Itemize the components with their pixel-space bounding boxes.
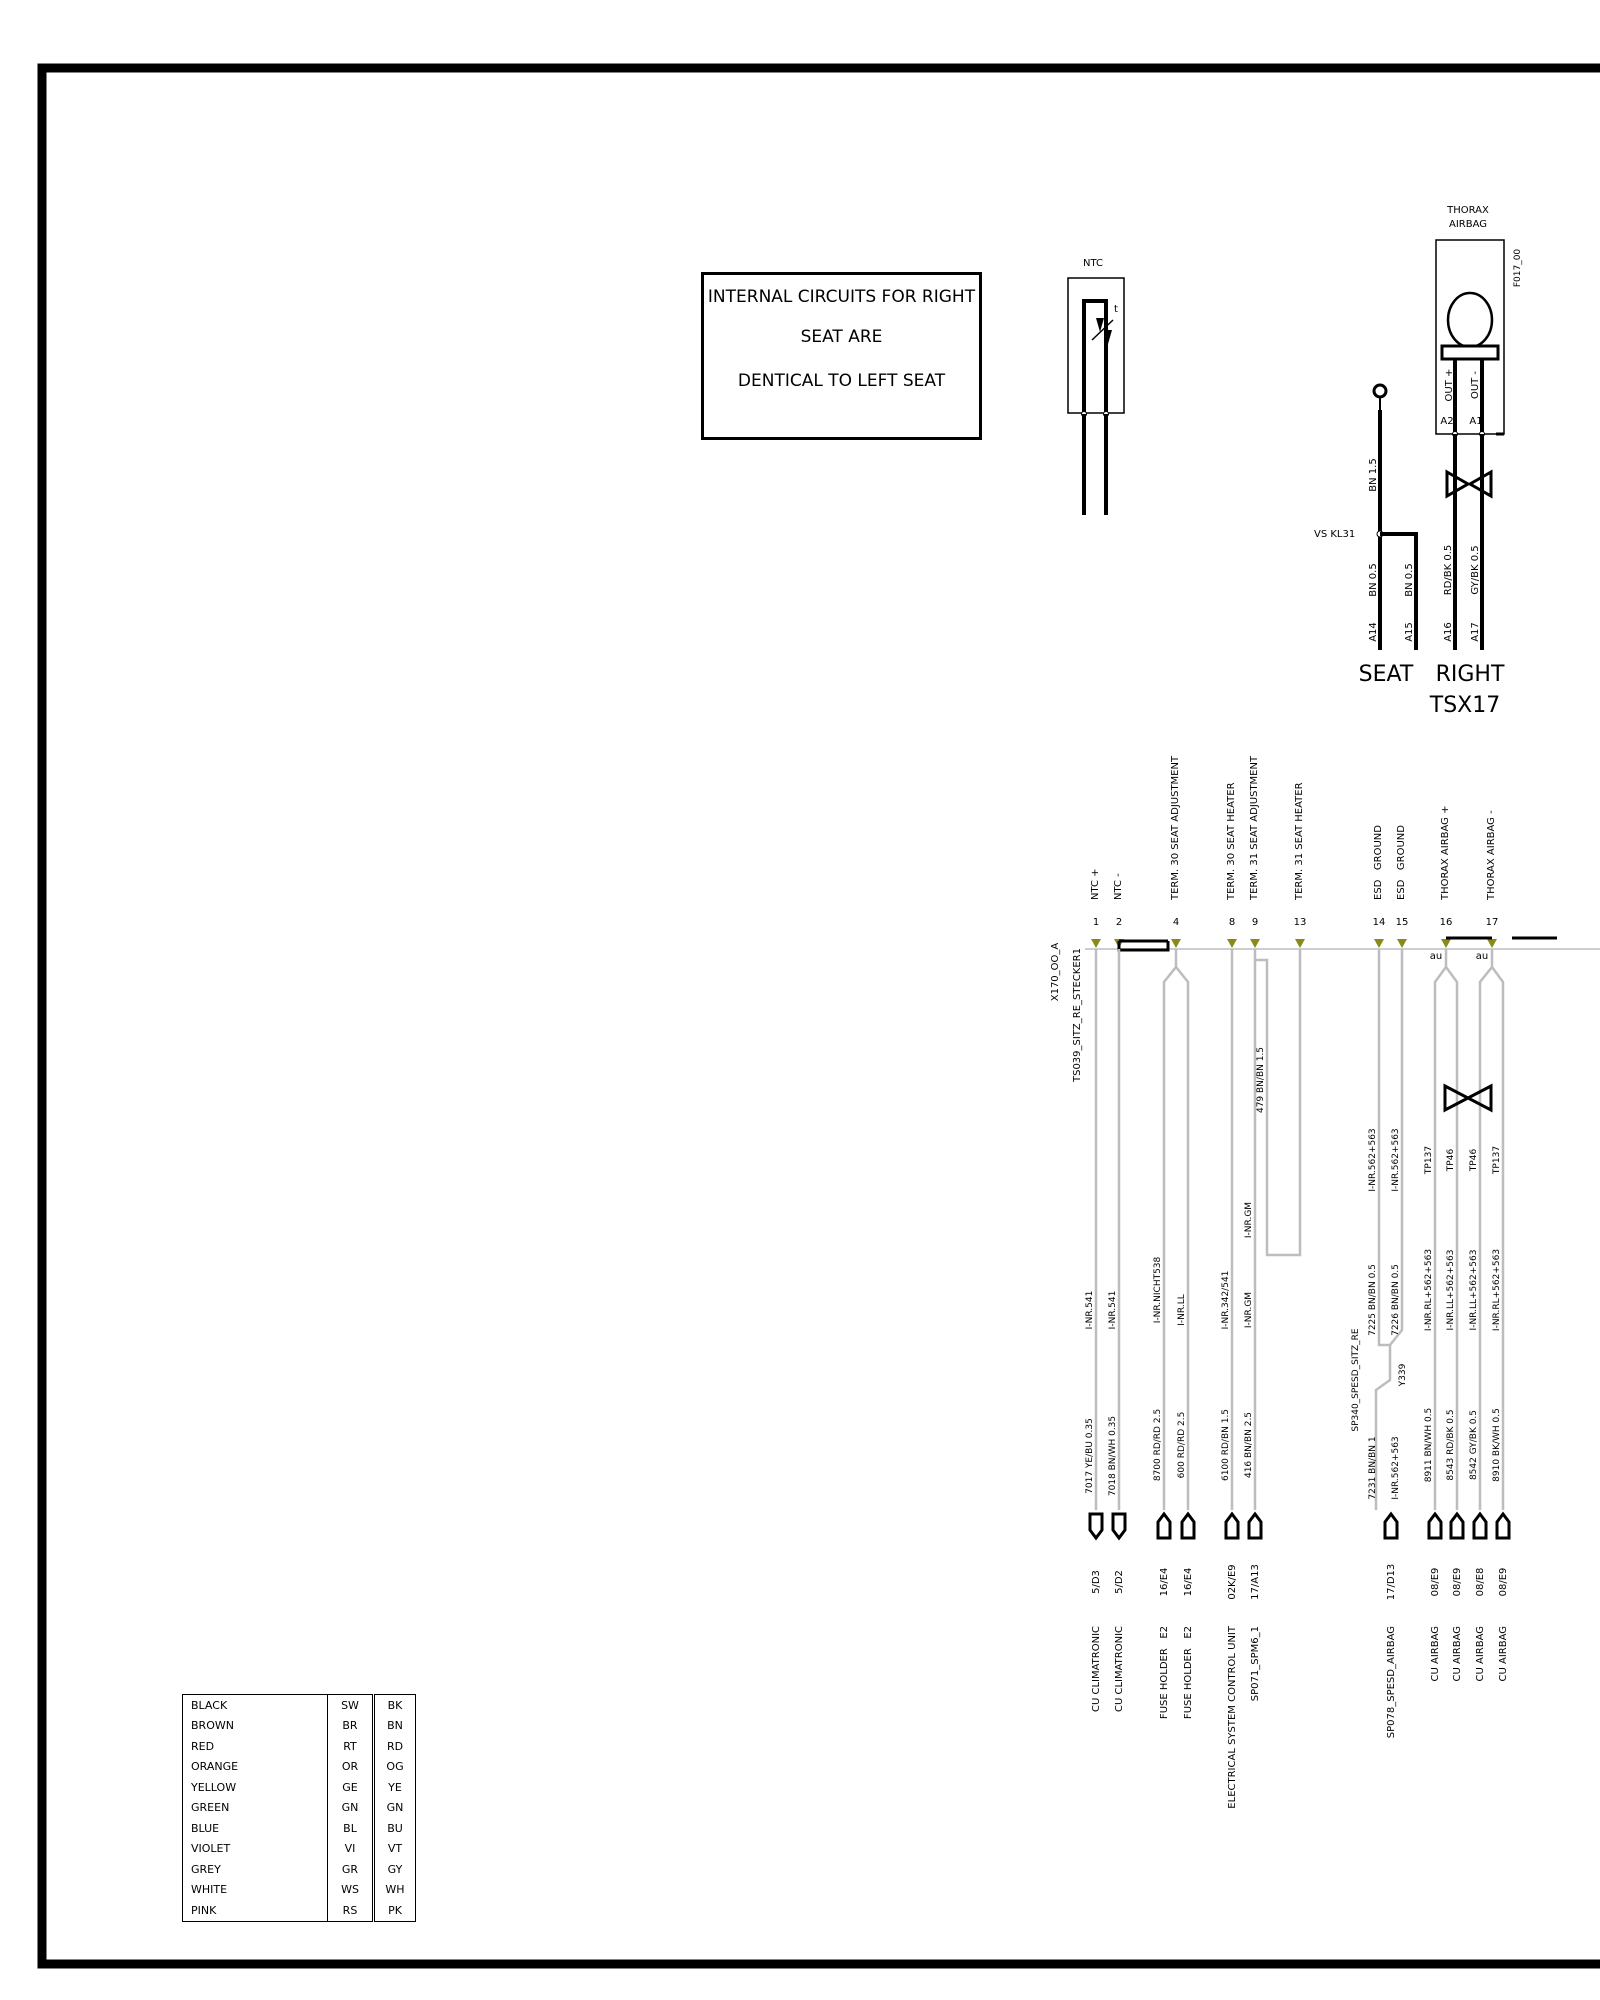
legend-code-de: GN [328,1798,374,1819]
svg-text:Y339: Y339 [1398,1363,1408,1387]
svg-text:ESD GROUND: ESD GROUND [1373,825,1384,900]
svg-text:I-NR.541: I-NR.541 [1108,1290,1118,1330]
svg-text:479 BN/BN 1.5: 479 BN/BN 1.5 [1256,1046,1266,1114]
svg-text:08/E9: 08/E9 [1452,1567,1463,1597]
seat-connector-tsx17 [1314,385,1505,718]
note-box [701,272,982,440]
svg-text:NTC -: NTC - [1113,873,1124,900]
seat-label: SEAT [1358,662,1414,687]
svg-text:I-NR.GM: I-NR.GM [1244,1201,1254,1239]
svg-text:2: 2 [1115,917,1123,928]
svg-text:BN 0.5: BN 0.5 [1404,563,1415,597]
svg-text:t: t [1114,304,1118,315]
legend-code-de: BR [328,1716,374,1737]
legend-color-name: GREY [183,1859,328,1880]
legend-code-en: PK [374,1900,416,1921]
svg-text:8700 RD/RD 2.5: 8700 RD/RD 2.5 [1153,1408,1163,1482]
legend-color-name: WHITE [183,1880,328,1901]
wire-labels-lower [1085,1408,1502,1500]
legend-code-en: GN [374,1798,416,1819]
legend-color-name: BLUE [183,1818,328,1839]
svg-text:8543 RD/BK 0.5: 8543 RD/BK 0.5 [1446,1409,1456,1481]
svg-text:CU CLIMATRONIC: CU CLIMATRONIC [1091,1626,1102,1713]
svg-text:17/A13: 17/A13 [1250,1564,1261,1600]
legend-code-de: RS [328,1900,374,1921]
svg-text:I-NR.LL+562+563: I-NR.LL+562+563 [1446,1249,1456,1331]
legend-row [183,1695,416,1716]
svg-text:8910 BK/WH 0.5: 8910 BK/WH 0.5 [1492,1408,1502,1482]
svg-text:08/E8: 08/E8 [1475,1567,1486,1597]
legend-code-de: BL [328,1818,374,1839]
ntc-sensor [1068,258,1124,515]
svg-text:CU AIRBAG: CU AIRBAG [1452,1626,1463,1682]
legend-row [183,1900,416,1921]
svg-text:7226 BN/BN 0.5: 7226 BN/BN 0.5 [1391,1264,1401,1336]
svg-text:VS KL31: VS KL31 [1314,529,1356,540]
svg-text:8: 8 [1228,917,1236,928]
legend-code-en: BU [374,1818,416,1839]
legend-code-de: VI [328,1839,374,1860]
legend-row [183,1859,416,1880]
legend-code-en: BK [374,1695,416,1716]
legend-color-name: VIOLET [183,1839,328,1860]
legend-row [183,1736,416,1757]
svg-text:CU AIRBAG: CU AIRBAG [1498,1626,1509,1682]
legend-color-name: BLACK [183,1695,328,1716]
connector-x170 [1050,755,1600,1083]
legend-row [183,1880,416,1901]
svg-text:BN 0.5: BN 0.5 [1368,563,1379,597]
svg-text:15: 15 [1395,917,1409,928]
legend-code-de: RT [328,1736,374,1757]
svg-text:TERM. 31 SEAT HEATER: TERM. 31 SEAT HEATER [1294,782,1305,900]
legend-code-de: WS [328,1880,374,1901]
svg-text:I-NR.NICHT538: I-NR.NICHT538 [1153,1256,1163,1324]
svg-text:I-NR.562+563: I-NR.562+563 [1368,1128,1378,1192]
svg-text:TERM. 30 SEAT ADJUSTMENT: TERM. 30 SEAT ADJUSTMENT [1170,755,1181,900]
svg-text:5/D2: 5/D2 [1114,1570,1125,1594]
legend-row [183,1716,416,1737]
svg-text:TS039_SITZ_RE_STECKER1: TS039_SITZ_RE_STECKER1 [1072,947,1083,1083]
svg-text:CU CLIMATRONIC: CU CLIMATRONIC [1114,1626,1125,1713]
svg-text:SP071_SPM6_1: SP071_SPM6_1 [1250,1626,1261,1702]
svg-text:CU AIRBAG: CU AIRBAG [1475,1626,1486,1682]
legend-row [183,1839,416,1860]
svg-text:I-NR.LL+562+563: I-NR.LL+562+563 [1469,1249,1479,1331]
legend-code-de: GE [328,1777,374,1798]
svg-text:A16: A16 [1443,622,1454,642]
svg-text:13: 13 [1293,917,1307,928]
svg-text:A14: A14 [1368,622,1379,642]
svg-text:6100 RD/BN 1.5: 6100 RD/BN 1.5 [1221,1408,1231,1482]
svg-text:14: 14 [1372,917,1386,928]
svg-text:7225 BN/BN 0.5: 7225 BN/BN 0.5 [1368,1264,1378,1336]
svg-text:au: au [1475,951,1489,962]
legend-code-de: SW [328,1695,374,1716]
svg-text:7018 BN/WH 0.35: 7018 BN/WH 0.35 [1108,1415,1118,1497]
wire-labels-upper [1244,1047,1502,1238]
legend-row [183,1757,416,1778]
svg-text:7231 BN/BN 1: 7231 BN/BN 1 [1368,1436,1378,1500]
svg-text:08/E9: 08/E9 [1498,1567,1509,1597]
svg-text:9: 9 [1251,917,1259,928]
svg-text:16/E4: 16/E4 [1159,1567,1170,1597]
tsx17-label: TSX17 [1429,693,1501,718]
legend-color-name: BROWN [183,1716,328,1737]
svg-text:au: au [1429,951,1443,962]
svg-text:ESD GROUND: ESD GROUND [1396,825,1407,900]
legend-row [183,1777,416,1798]
note-line-3: DENTICAL TO LEFT SEAT [737,371,946,391]
legend-color-name: YELLOW [183,1777,328,1798]
svg-text:4: 4 [1172,917,1180,928]
svg-text:X170_OO_A: X170_OO_A [1050,942,1061,1002]
legend-code-en: OG [374,1757,416,1778]
svg-text:BN 1.5: BN 1.5 [1368,458,1379,492]
svg-text:8911 BN/WH 0.5: 8911 BN/WH 0.5 [1424,1407,1434,1483]
svg-text:A17: A17 [1470,622,1481,642]
svg-text:1: 1 [1092,917,1100,928]
legend-code-en: GY [374,1859,416,1880]
right-label: RIGHT [1435,662,1505,687]
svg-text:NTC +: NTC + [1090,868,1101,900]
svg-text:7017 YE/BU 0.35: 7017 YE/BU 0.35 [1085,1418,1095,1494]
svg-text:SP078_SPESD_AIRBAG: SP078_SPESD_AIRBAG [1386,1626,1397,1739]
legend-color-name: PINK [183,1900,328,1921]
legend-code-en: WH [374,1880,416,1901]
svg-text:I-NR.RL+562+563: I-NR.RL+562+563 [1424,1248,1434,1332]
svg-text:ELECTRICAL SYSTEM CONTROL UNIT: ELECTRICAL SYSTEM CONTROL UNIT [1227,1626,1238,1809]
svg-text:TP46: TP46 [1469,1148,1479,1172]
svg-text:RD/BK 0.5: RD/BK 0.5 [1443,544,1454,596]
legend-code-en: VT [374,1839,416,1860]
svg-text:8542 GY/BK 0.5: 8542 GY/BK 0.5 [1469,1409,1479,1481]
svg-text:I-NR.562+563: I-NR.562+563 [1391,1436,1401,1500]
svg-text:TP46: TP46 [1446,1148,1456,1172]
svg-text:OUT +: OUT + [1444,368,1455,402]
legend-code-en: YE [374,1777,416,1798]
svg-text:17/D13: 17/D13 [1386,1563,1397,1601]
svg-text:I-NR.LL: I-NR.LL [1177,1294,1187,1326]
svg-text:CU AIRBAG: CU AIRBAG [1430,1626,1441,1682]
destinations [1091,1625,1509,1809]
svg-text:OUT -: OUT - [1470,370,1481,400]
svg-text:I-NR.342/541: I-NR.342/541 [1221,1270,1231,1330]
legend-row [183,1818,416,1839]
svg-text:A1: A1 [1469,416,1483,427]
svg-text:TP137: TP137 [1424,1145,1434,1175]
svg-text:THORAX AIRBAG +: THORAX AIRBAG + [1440,805,1451,900]
legend-code-en: RD [374,1736,416,1757]
legend-color-name: GREEN [183,1798,328,1819]
svg-text:416 BN/BN 2.5: 416 BN/BN 2.5 [1244,1411,1254,1479]
wire-labels-mid [1085,1249,1502,1336]
twist-marker [1445,1086,1491,1110]
svg-text:TERM. 31 SEAT ADJUSTMENT: TERM. 31 SEAT ADJUSTMENT [1249,755,1260,900]
svg-text:FUSE HOLDER E2: FUSE HOLDER E2 [1159,1626,1170,1720]
svg-text:A15: A15 [1404,622,1415,642]
legend-row [183,1798,416,1819]
svg-text:TERM. 30 SEAT HEATER: TERM. 30 SEAT HEATER [1226,782,1237,900]
svg-text:AIRBAG: AIRBAG [1448,219,1488,230]
svg-text:02K/E9: 02K/E9 [1227,1564,1238,1600]
svg-text:FUSE HOLDER E2: FUSE HOLDER E2 [1183,1626,1194,1720]
ntc-label: NTC [1083,258,1103,269]
svg-text:I-NR.541: I-NR.541 [1085,1290,1095,1330]
svg-text:17: 17 [1485,917,1499,928]
svg-text:THORAX: THORAX [1447,205,1489,216]
note-line-1: INTERNAL CIRCUITS FOR RIGHT [707,287,976,307]
terminals [1090,1514,1509,1538]
svg-text:600 RD/RD 2.5: 600 RD/RD 2.5 [1177,1411,1187,1479]
svg-text:A2: A2 [1440,416,1454,427]
svg-text:I-NR.GM: I-NR.GM [1244,1291,1254,1329]
svg-text:16: 16 [1439,917,1453,928]
legend-code-de: OR [328,1757,374,1778]
terminal-refs [1091,1564,1509,1601]
splice-label: SP340_SPESD_SITZ_RE [1351,1328,1361,1432]
legend-color-name: ORANGE [183,1757,328,1778]
legend-color-name: RED [183,1736,328,1757]
svg-text:TP137: TP137 [1492,1145,1502,1175]
svg-text:I-NR.562+563: I-NR.562+563 [1391,1128,1401,1192]
legend-code-de: GR [328,1859,374,1880]
svg-text:I-NR.RL+562+563: I-NR.RL+562+563 [1492,1248,1502,1332]
color-legend [182,1694,416,1922]
svg-text:THORAX AIRBAG -: THORAX AIRBAG - [1486,810,1497,900]
svg-text:F017_00: F017_00 [1513,248,1523,288]
legend-code-en: BN [374,1716,416,1737]
note-line-2: SEAT ARE [800,327,883,347]
svg-text:16/E4: 16/E4 [1183,1567,1194,1597]
svg-text:5/D3: 5/D3 [1091,1570,1102,1594]
svg-text:08/E9: 08/E9 [1430,1567,1441,1597]
svg-text:GY/BK 0.5: GY/BK 0.5 [1470,545,1481,595]
